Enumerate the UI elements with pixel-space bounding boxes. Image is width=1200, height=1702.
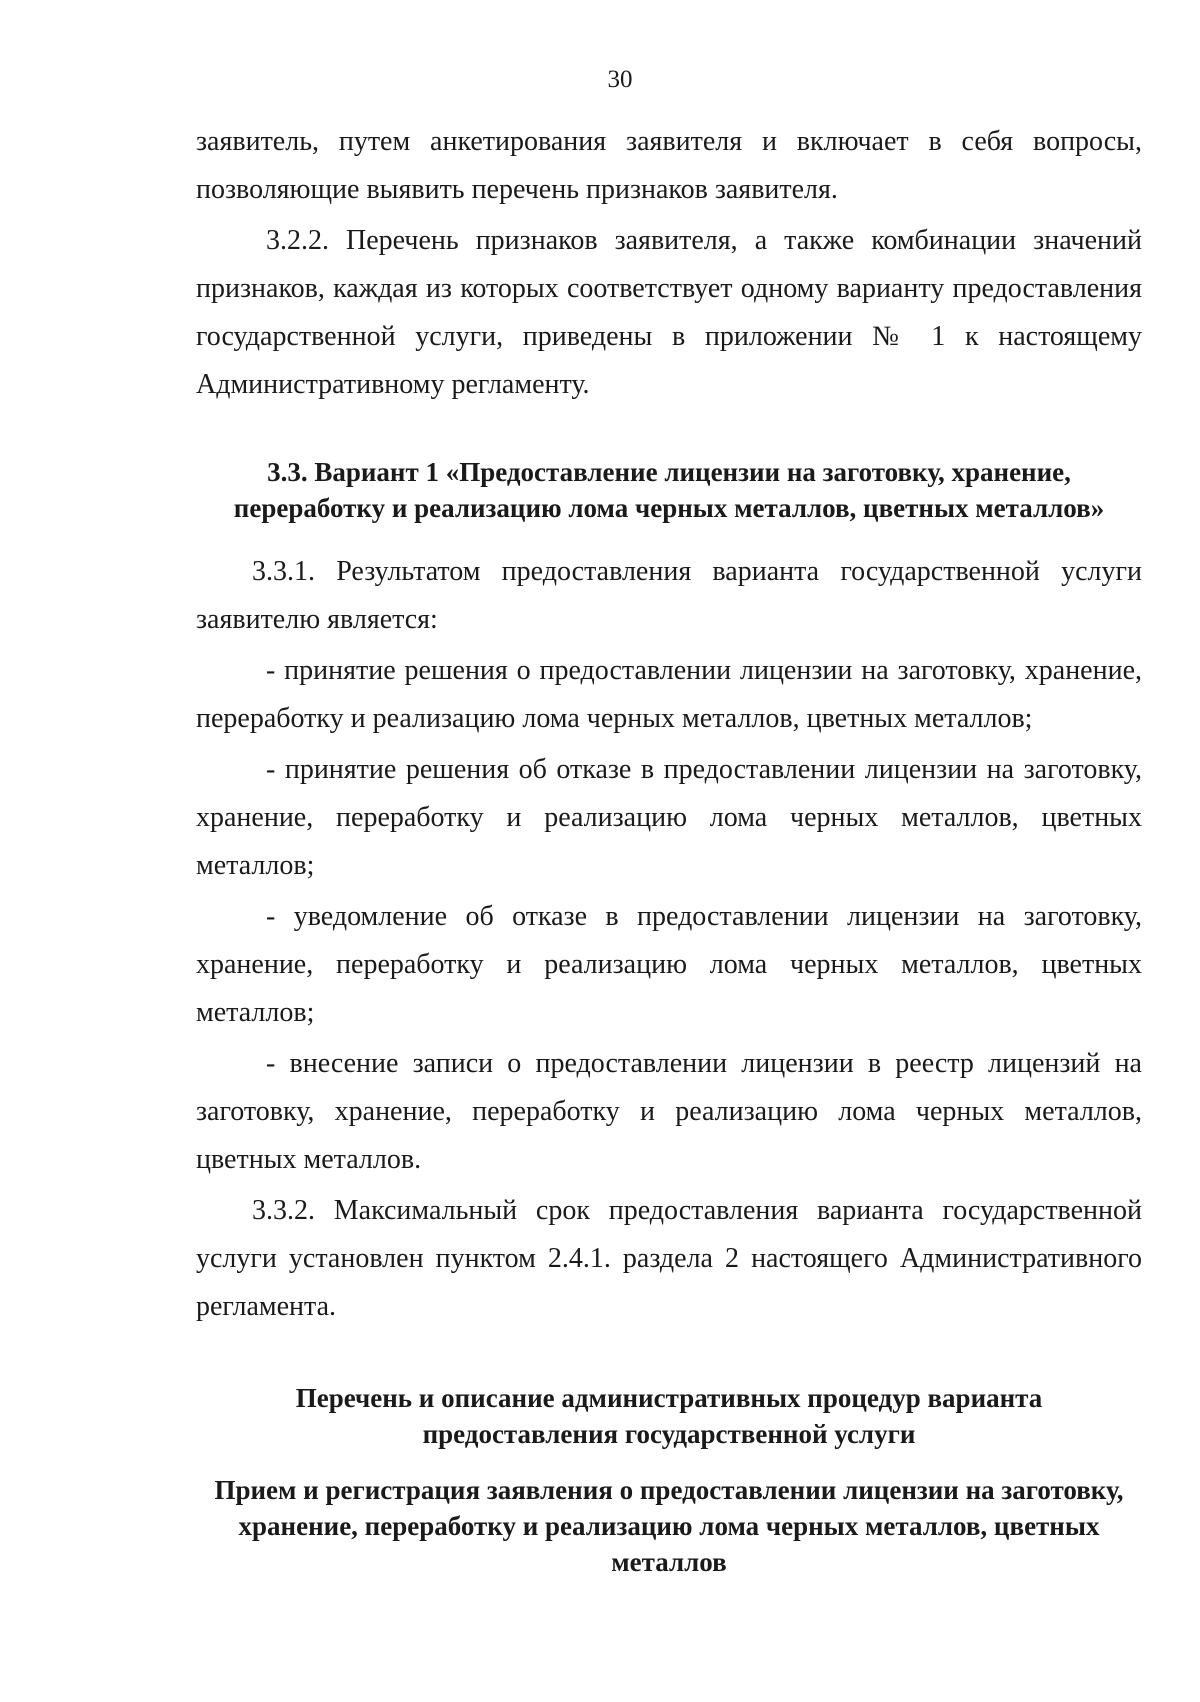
spacer — [196, 1452, 1142, 1472]
page-content — [196, 118, 1142, 1580]
spacer — [196, 412, 1142, 454]
result-item-refusal-notice: - уведомление об отказе в предоставлении лицензии на заготовку, хранение, переработку и реализацию лома черных металлов, цветных металлов; — [196, 901, 1142, 1028]
paragraph-3-3-1: 3.3.1. Результатом предоставления варианта государственной услуги заявителю является: — [196, 556, 1142, 635]
section-3-3-heading: 3.3. Вариант 1 «Предоставление лицензии на заготовку, хранение, переработку и реализацию лома черных металлов, цветных металлов» — [233, 457, 1105, 523]
result-item-refusal-decision: - принятие решения об отказе в предоставлении лицензии на заготовку, хранение, переработку и реализацию лома черных металлов, цветных металлов; — [196, 754, 1142, 881]
paragraph-3-2-2: 3.2.2. Перечень признаков заявителя, а также комбинации значений признаков, каждая из которых соответствует одному варианту предоставления государственной услуги, приведены в приложении № 1 к настоящему Административному регламенту. — [196, 225, 1142, 400]
procedures-subheading: Прием и регистрация заявления о предоставлении лицензии на заготовку, хранение, переработку и реализацию лома черных металлов, цветных металлов — [214, 1475, 1124, 1577]
procedures-heading: Перечень и описание административных процедур варианта предоставления государственной услуги — [295, 1383, 1043, 1449]
spacer — [196, 526, 1142, 548]
intro-continuation-paragraph: заявитель, путем анкетирования заявителя и включает в себя вопросы, позволяющие выявить перечень признаков заявителя. — [196, 126, 1142, 205]
result-item-grant-decision: - принятие решения о предоставлении лицензии на заготовку, хранение, переработку и реализацию лома черных металлов, цветных металлов; — [196, 655, 1142, 734]
page-number: 30 — [607, 66, 633, 93]
result-item-registry-entry: - внесение записи о предоставлении лицензии в реестр лицензий на заготовку, хранение, переработку и реализацию лома черных металлов, цветных металлов. — [196, 1048, 1142, 1175]
paragraph-3-3-2: 3.3.2. Максимальный срок предоставления варианта государственной услуги установлен пунктом 2.4.1. раздела 2 настоящего Административного регламента. — [196, 1195, 1142, 1322]
spacer — [196, 1334, 1142, 1380]
